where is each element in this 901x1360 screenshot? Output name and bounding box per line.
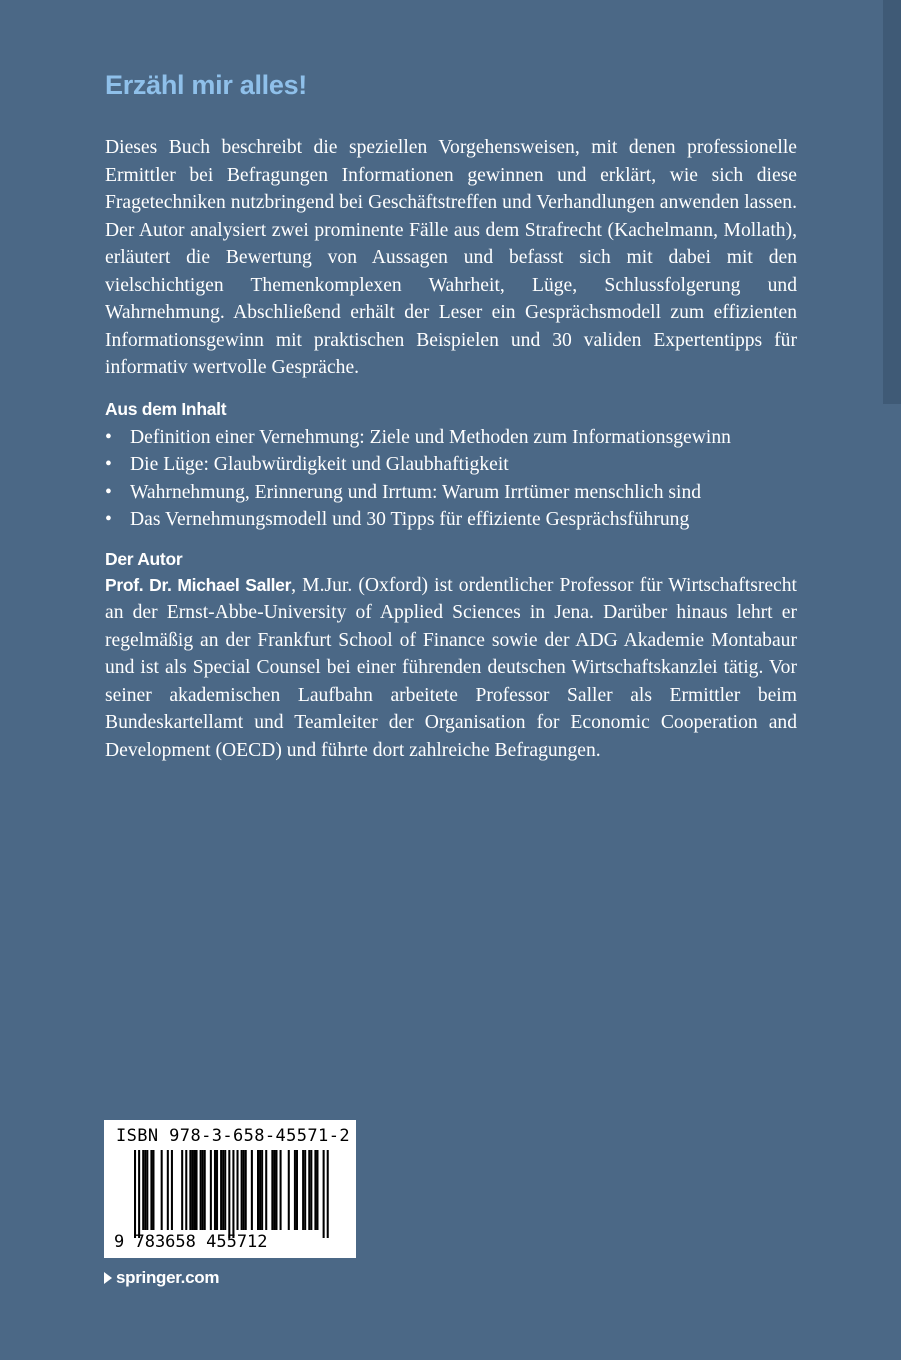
list-item: [105, 451, 797, 479]
book-title: Erzähl mir alles!: [105, 70, 307, 100]
barcode-bar: [189, 1150, 191, 1230]
publisher-link[interactable]: [104, 1268, 219, 1288]
barcode-bar: [202, 1150, 204, 1230]
author-heading: Der Autor: [105, 548, 183, 569]
barcode-bar: [161, 1150, 163, 1230]
barcode-bar: [261, 1150, 263, 1230]
barcode-bar: [214, 1150, 216, 1230]
barcode-bar: [314, 1150, 316, 1230]
barcode-bar: [294, 1150, 296, 1230]
barcode-bar: [196, 1150, 198, 1230]
barcode-bar: [144, 1150, 146, 1230]
list-item-text: Die Lüge: Glaubwürdigkeit und Glaubhaftigkeit: [130, 454, 509, 475]
back-cover-content: [105, 70, 797, 764]
barcode-bar: [323, 1150, 325, 1238]
bullet-icon: •: [105, 481, 112, 503]
bullet-icon: •: [105, 426, 112, 448]
barcode-bar: [232, 1150, 234, 1238]
barcode-bar: [251, 1150, 253, 1230]
barcode-bar: [241, 1150, 243, 1230]
author-name: Prof. Dr. Michael Saller: [105, 574, 292, 595]
barcode-bar: [259, 1150, 261, 1230]
barcode-bar: [222, 1150, 224, 1230]
barcode-bar: [216, 1150, 218, 1230]
barcode-bar: [210, 1150, 212, 1230]
bullet-icon: •: [105, 454, 112, 475]
barcode-bar: [171, 1150, 173, 1230]
barcode-bar: [288, 1150, 290, 1230]
barcode-bar: [275, 1150, 277, 1230]
barcode-bar: [310, 1150, 312, 1230]
barcode-bar: [257, 1150, 259, 1230]
publisher-website: springer.com: [116, 1268, 220, 1287]
list-item: [105, 506, 797, 534]
barcode-bar: [146, 1150, 148, 1230]
barcode-bar: [220, 1150, 222, 1230]
barcode-bar: [296, 1150, 298, 1230]
barcode-bar: [204, 1150, 206, 1230]
barcode-bar: [327, 1150, 329, 1238]
author-bio: [105, 572, 797, 765]
contents-heading: Aus dem Inhalt: [105, 398, 227, 419]
barcode-bar: [245, 1150, 247, 1230]
spine-strip: [883, 0, 901, 404]
barcode-bar: [152, 1150, 154, 1230]
barcode-bar: [142, 1150, 144, 1230]
list-item-text: Wahrnehmung, Erinnerung und Irrtum: Warum Irrtümer menschlich sind: [130, 481, 702, 503]
list-item: [105, 424, 797, 452]
barcode-bar: [308, 1150, 310, 1230]
barcode-bar: [302, 1150, 304, 1230]
isbn-barcode: [104, 1120, 356, 1258]
barcode-bar: [134, 1150, 136, 1238]
barcode-bar: [224, 1150, 226, 1230]
isbn-label: ISBN 978-3-658-45571-2: [116, 1126, 350, 1146]
list-item-text: Definition einer Vernehmung: Ziele und Methoden zum Informationsgewinn: [130, 426, 731, 448]
list-item-text: Das Vernehmungsmodell und 30 Tipps für effiziente Gesprächsführung: [130, 509, 690, 530]
barcode-bar: [271, 1150, 273, 1230]
barcode-bar: [280, 1150, 282, 1230]
barcode-bar: [304, 1150, 306, 1230]
barcode-bar: [243, 1150, 245, 1230]
bullet-icon: •: [105, 509, 112, 530]
list-item: [105, 479, 797, 507]
barcode-bar: [150, 1150, 152, 1230]
barcode-bar: [193, 1150, 195, 1230]
barcode-bar: [181, 1150, 183, 1230]
barcode-bar: [228, 1150, 230, 1238]
barcode-bar: [185, 1150, 187, 1230]
barcode-bar: [138, 1150, 140, 1238]
barcode-bar: [167, 1150, 169, 1230]
arrow-right-icon: [104, 1272, 112, 1284]
barcode-bar: [200, 1150, 202, 1230]
barcode-bar: [265, 1150, 267, 1230]
barcode-digits: 9 783658 455712: [114, 1232, 268, 1252]
barcode-bar: [237, 1150, 239, 1230]
author-bio-text: , M.Jur. (Oxford) ist ordentlicher Professor für Wirtschaftsrecht an der Ernst-Abbe-University of Applied Sciences in Jena. Darüber hinaus lehrt er regelmäßig an der Frankfurt School of Finance sowie der ADG Akademie Montabaur und ist als Special Counsel bei einer führenden deutschen Wirtschaftskanzlei tätig. Vor seiner akademischen Laufbahn arbeitete Professor Saller als Ermittler beim Bundeskartellamt und Teamleiter der Organisation for Economic Cooperation and Development (OECD) und führte dort zahlreiche Befragungen.: [105, 574, 797, 761]
barcode-bar: [191, 1150, 193, 1230]
barcode-bar: [273, 1150, 275, 1230]
barcode-bar: [316, 1150, 318, 1230]
book-description: Dieses Buch beschreibt die speziellen Vorgehensweisen, mit denen professionelle Ermittler bei Befragungen Informationen gewinnen und erklärt, wie sich diese Fragetechniken nutzbringend bei Geschäftstreffen und Verhandlungen anwenden lassen. Der Autor analysiert zwei prominente Fälle aus dem Strafrecht (Kachelmann, Mollath), erläutert die Bewertung von Aussagen und befasst sich mit dabei mit den vielschichtigen Themenkomplexen Wahrheit, Lüge, Schlussfolgerung und Wahrnehmung. Abschließend erhält der Leser ein Gesprächsmodell zum effizienten Informationsgewinn mit praktischen Beispielen und 30 validen Expertentipps für informativ wertvolle Gespräche.: [105, 137, 797, 378]
contents-list: [105, 424, 797, 534]
